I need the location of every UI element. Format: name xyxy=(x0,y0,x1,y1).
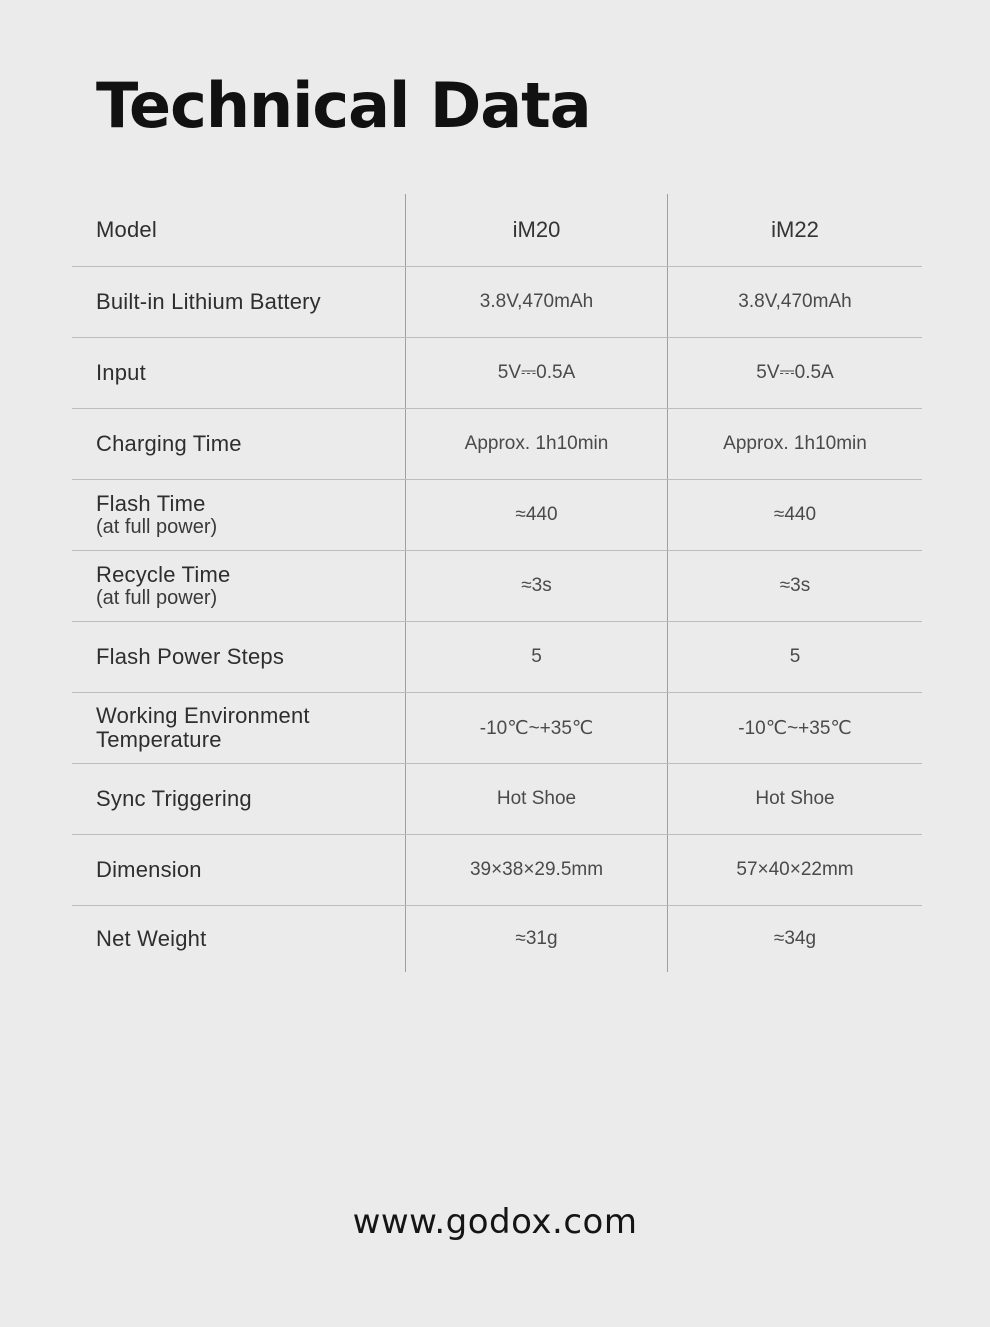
im20-value: 5 xyxy=(531,646,542,667)
im20-value: ≈3s xyxy=(521,575,552,596)
im22-value: 5V⎓0.5A xyxy=(756,362,834,383)
spec-table xyxy=(72,194,922,972)
im22-value: 57×40×22mm xyxy=(736,859,854,880)
im20-value: ≈440 xyxy=(515,504,558,525)
row-label-cell xyxy=(72,764,406,834)
im22-value: Hot Shoe xyxy=(755,788,835,809)
header-label-cell xyxy=(72,194,406,266)
row-label: Working Environment xyxy=(96,703,310,728)
row-label-cell xyxy=(72,551,406,621)
im20-value-cell xyxy=(406,693,668,763)
im20-value-cell xyxy=(406,551,668,621)
table-row xyxy=(72,338,922,409)
header-im20: iM20 xyxy=(512,217,561,242)
im20-value-cell xyxy=(406,267,668,337)
im22-value: ≈3s xyxy=(779,575,811,596)
im22-value-cell xyxy=(668,409,922,479)
row-label-cell xyxy=(72,622,406,692)
table-row xyxy=(72,551,922,622)
table-row xyxy=(72,835,922,906)
im22-value-cell xyxy=(668,622,922,692)
im20-value-cell xyxy=(406,764,668,834)
table-row xyxy=(72,764,922,835)
row-sublabel: (at full power) xyxy=(96,587,218,609)
im20-value-cell xyxy=(406,906,668,972)
im22-value-cell xyxy=(668,338,922,408)
row-sublabel: (at full power) xyxy=(96,516,218,538)
row-label-cell xyxy=(72,409,406,479)
row-label-line2: Temperature xyxy=(96,727,222,752)
im22-value-cell xyxy=(668,551,922,621)
row-label-cell xyxy=(72,267,406,337)
im22-value-cell xyxy=(668,764,922,834)
header-im22: iM22 xyxy=(771,217,819,242)
im20-value-cell xyxy=(406,338,668,408)
header-col-im20 xyxy=(406,194,668,266)
im22-value: ≈440 xyxy=(773,504,817,525)
row-label: Net Weight xyxy=(96,926,207,951)
table-row xyxy=(72,267,922,338)
header-col-im22 xyxy=(668,194,922,266)
im20-value-cell xyxy=(406,622,668,692)
im22-value-cell xyxy=(668,693,922,763)
im20-value: 3.8V,470mAh xyxy=(479,291,594,312)
im22-value: -10℃~+35℃ xyxy=(738,717,852,739)
row-label: Input xyxy=(96,360,146,385)
table-row xyxy=(72,693,922,764)
row-label: Flash Power Steps xyxy=(96,644,285,669)
row-label-cell xyxy=(72,338,406,408)
im22-value-cell xyxy=(668,480,922,550)
im20-value-cell xyxy=(406,835,668,905)
im20-value: Approx. 1h10min xyxy=(464,433,609,454)
im20-value-cell xyxy=(406,409,668,479)
row-label-cell xyxy=(72,906,406,972)
website-url: www.godox.com xyxy=(352,1202,638,1242)
page-title: Technical Data xyxy=(96,69,591,142)
im22-value-cell xyxy=(668,267,922,337)
header-label: Model xyxy=(96,217,157,242)
table-row xyxy=(72,409,922,480)
table-row xyxy=(72,480,922,551)
im22-value: ≈34g xyxy=(773,928,817,949)
row-label-cell xyxy=(72,693,406,763)
im20-value-cell xyxy=(406,480,668,550)
im22-value: Approx. 1h10min xyxy=(723,433,867,454)
table-row xyxy=(72,906,922,972)
im20-value: ≈31g xyxy=(515,928,558,949)
table-header-row xyxy=(72,194,922,267)
row-label: Recycle Time xyxy=(96,562,231,587)
row-label: Sync Triggering xyxy=(96,786,252,811)
im20-value: 39×38×29.5mm xyxy=(469,859,604,880)
im22-value-cell xyxy=(668,906,922,972)
row-label: Charging Time xyxy=(96,431,242,456)
im22-value: 5 xyxy=(789,646,801,667)
im20-value: 5V⎓0.5A xyxy=(497,362,576,383)
row-label: Flash Time xyxy=(96,491,206,516)
im20-value: Hot Shoe xyxy=(496,788,577,809)
row-label: Built-in Lithium Battery xyxy=(96,289,321,314)
im20-value: -10℃~+35℃ xyxy=(479,717,594,739)
im22-value: 3.8V,470mAh xyxy=(738,291,852,312)
im22-value-cell xyxy=(668,835,922,905)
table-row xyxy=(72,622,922,693)
row-label-cell xyxy=(72,480,406,550)
row-label-cell xyxy=(72,835,406,905)
row-label: Dimension xyxy=(96,857,202,882)
